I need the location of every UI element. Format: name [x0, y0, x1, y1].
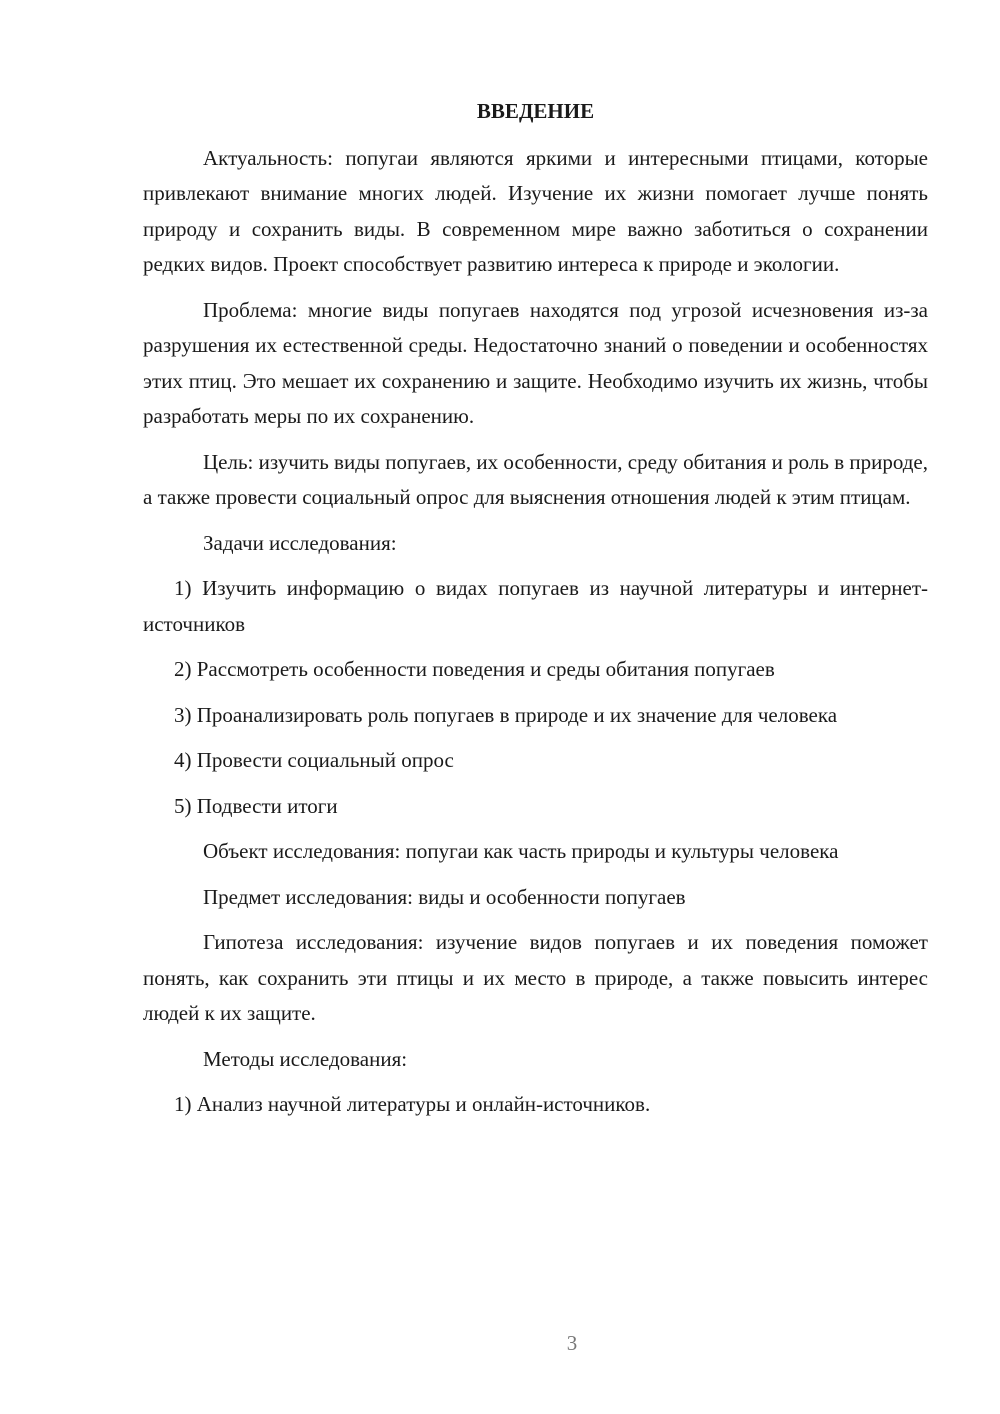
task-item: 4) Провести социальный опрос: [174, 748, 454, 772]
task-item: 3) Проанализировать роль попугаев в природе и их значение для человека: [174, 702, 838, 727]
section-title: ВВЕДЕНИЕ: [476, 99, 595, 123]
method-item: 1) Анализ научной литературы и онлайн-источников.: [174, 1092, 651, 1116]
object-paragraph: Объект исследования: попугаи как часть природы и культуры человека: [203, 839, 839, 863]
page-content: [143, 94, 928, 1133]
relevance-paragraph: Актуальность: попугаи являются яркими и интересными птицами, которые привлекают внимание многих людей. Изучение их жизни помогает лучше понять природу и сохранить виды. В современном мире важно заботиться о сохранении редких видов. Проект способствует развитию интереса к природе и экологии.: [143, 145, 928, 276]
methods-heading: Методы исследования:: [203, 1046, 408, 1071]
subject-paragraph: Предмет исследования: виды и особенности попугаев: [203, 884, 686, 909]
hypothesis-paragraph: Гипотеза исследования: изучение видов попугаев и их поведения поможет понять, как сохранить эти птицы и их место в природе, а также повысить интерес людей к их защите.: [143, 930, 928, 1025]
task-item: 1) Изучить информацию о видах попугаев из научной литературы и интернет-источников: [143, 576, 928, 636]
task-item: 5) Подвести итоги: [174, 793, 338, 818]
tasks-heading: Задачи исследования:: [203, 530, 397, 555]
task-item: 2) Рассмотреть особенности поведения и среды обитания попугаев: [174, 657, 775, 681]
goal-paragraph: Цель: изучить виды попугаев, их особенности, среду обитания и роль в природе, а также провести социальный опрос для выяснения отношения людей к этим птицам.: [143, 449, 928, 509]
page-number: 3: [566, 1331, 578, 1355]
problem-paragraph: Проблема: многие виды попугаев находятся под угрозой исчезновения из-за разрушения их естественной среды. Недостаточно знаний о поведении и особенностях этих птиц. Это мешает их сохранению и защите. Необходимо изучить их жизнь, чтобы разработать меры по их сохранению.: [143, 297, 928, 428]
